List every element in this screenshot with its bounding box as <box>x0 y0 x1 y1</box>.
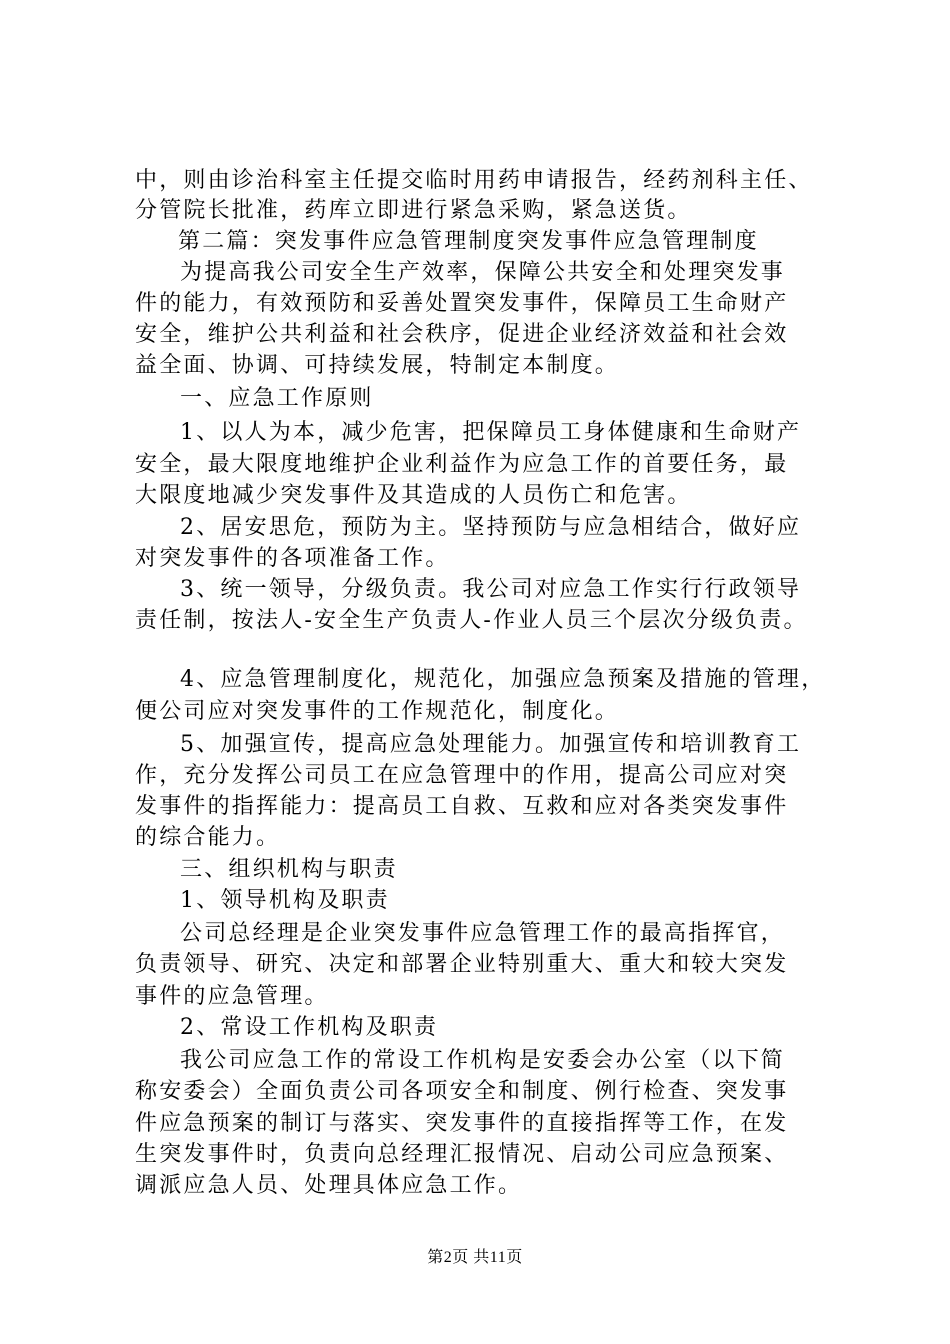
text-line-2: 分管院长批准，药库立即进行紧急采购，紧急送货。 <box>135 198 692 223</box>
text-line-26: 事件的应急管理。 <box>135 984 329 1009</box>
text-line-10: 安全，最大限度地维护企业利益作为应急工作的首要任务，最 <box>135 452 789 477</box>
text-line-11: 大限度地减少突发事件及其造成的人员伤亡和危害。 <box>135 483 692 508</box>
text-line-14: 3、统一领导，分级负责。我公司对应急工作实行行政领导 <box>180 577 802 602</box>
subsection-heading-leadership: 1、领导机构及职责 <box>180 888 390 913</box>
text-line-24: 公司总经理是企业突发事件应急管理工作的最高指挥官， <box>180 921 786 946</box>
text-line-4: 为提高我公司安全生产效率，保障公共安全和处理突发事 <box>180 260 786 285</box>
section-heading-principles: 一、应急工作原则 <box>180 386 374 411</box>
text-line-20: 发事件的指挥能力：提高员工自救、互救和应对各类突发事件 <box>135 794 789 819</box>
text-line-6: 安全，维护公共利益和社会秩序，促进企业经济效益和社会效 <box>135 322 789 347</box>
text-line-15: 责任制，按法人-安全生产负责人-作业人员三个层次分级负责。 <box>135 608 808 633</box>
subsection-heading-standing-body: 2、常设工作机构及职责 <box>180 1015 439 1040</box>
text-line-28: 我公司应急工作的常设工作机构是安委会办公室（以下简 <box>180 1048 786 1073</box>
text-line-13: 对突发事件的各项准备工作。 <box>135 546 450 571</box>
text-line-18: 5、加强宣传，提高应急处理能力。加强宣传和培训教育工 <box>180 732 802 757</box>
page-number-footer: 第2页 共11页 <box>427 1249 523 1266</box>
text-line-19: 作，充分发挥公司员工在应急管理中的作用，提高公司应对突 <box>135 763 789 788</box>
text-line-32: 调派应急人员、处理具体应急工作。 <box>135 1173 523 1198</box>
text-line-17: 便公司应对突发事件的工作规范化，制度化。 <box>135 699 620 724</box>
text-line-21: 的综合能力。 <box>135 825 281 850</box>
section-heading-chapter-2: 第二篇：突发事件应急管理制度突发事件应急管理制度 <box>178 229 759 254</box>
text-line-25: 负责领导、研究、决定和部署企业特别重大、重大和较大突发 <box>135 952 789 977</box>
text-line-29: 称安委会）全面负责公司各项安全和制度、例行检查、突发事 <box>135 1079 789 1104</box>
text-line-1: 中，则由诊治科室主任提交临时用药申请报告，经药剂科主任、 <box>135 168 813 193</box>
text-line-31: 生突发事件时，负责向总经理汇报情况、启动公司应急预案、 <box>135 1142 789 1167</box>
text-line-16: 4、应急管理制度化，规范化，加强应急预案及措施的管理， <box>180 667 826 692</box>
text-line-30: 件应急预案的制订与落实、突发事件的直接指挥等工作，在发 <box>135 1111 789 1136</box>
text-line-9: 1、以人为本，减少危害，把保障员工身体健康和生命财产 <box>180 420 802 445</box>
text-line-7: 益全面、协调、可持续发展，特制定本制度。 <box>135 353 620 378</box>
text-line-5: 件的能力，有效预防和妥善处置突发事件，保障员工生命财产 <box>135 291 789 316</box>
text-line-12: 2、居安思危，预防为主。坚持预防与应急相结合，做好应 <box>180 515 802 540</box>
section-heading-organization: 三、组织机构与职责 <box>180 857 398 882</box>
